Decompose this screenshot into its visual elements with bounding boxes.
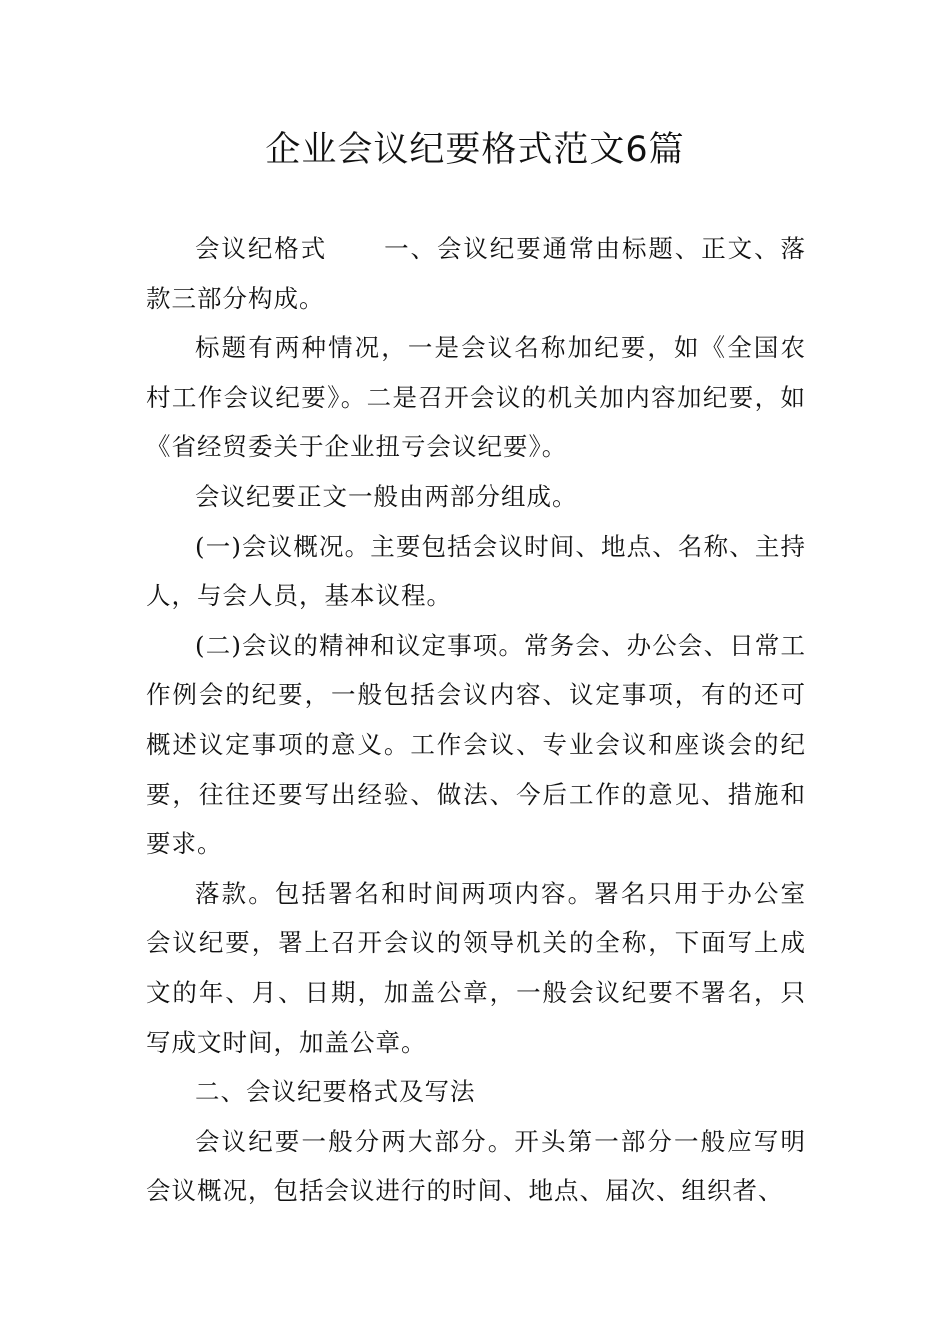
- paragraph: (二)会议的精神和议定事项。常务会、办公会、日常工作例会的纪要，一般包括会议内容、议定事项，有的还可概述议定事项的意义。工作会议、专业会议和座谈会的纪要，往往还要写出经验、做法、今后工作的意见、措施和要求。: [146, 630, 806, 859]
- document-body: [146, 224, 806, 1216]
- paragraph: (一)会议概况。主要包括会议时间、地点、名称、主持人，与会人员，基本议程。: [146, 531, 806, 611]
- section-heading: 二、会议纪要格式及写法: [195, 1077, 476, 1107]
- paragraph: [146, 224, 806, 323]
- paragraph: 落款。包括署名和时间两项内容。署名只用于办公室会议纪要，署上召开会议的领导机关的全称，下面写上成文的年、月、日期，加盖公章，一般会议纪要不署名，只写成文时间，加盖公章。: [146, 878, 806, 1057]
- paragraph: 会议纪要一般分两大部分。开头第一部分一般应写明会议概况，包括会议进行的时间、地点、届次、组织者、: [146, 1126, 806, 1206]
- paragraph: 标题有两种情况，一是会议名称加纪要，如《全国农村工作会议纪要》。二是召开会议的机关加内容加纪要，如《省经贸委关于企业扭亏会议纪要》。: [146, 333, 806, 462]
- paragraph: 会议纪要正文一般由两部分组成。: [195, 481, 578, 511]
- paragraph-lead: 会议纪格式: [195, 234, 328, 263]
- paragraph-text: 一、会议纪要通常由标题、正文、落款三部分构成。: [146, 234, 807, 313]
- document-title: 企业会议纪要格式范文6篇: [265, 130, 685, 170]
